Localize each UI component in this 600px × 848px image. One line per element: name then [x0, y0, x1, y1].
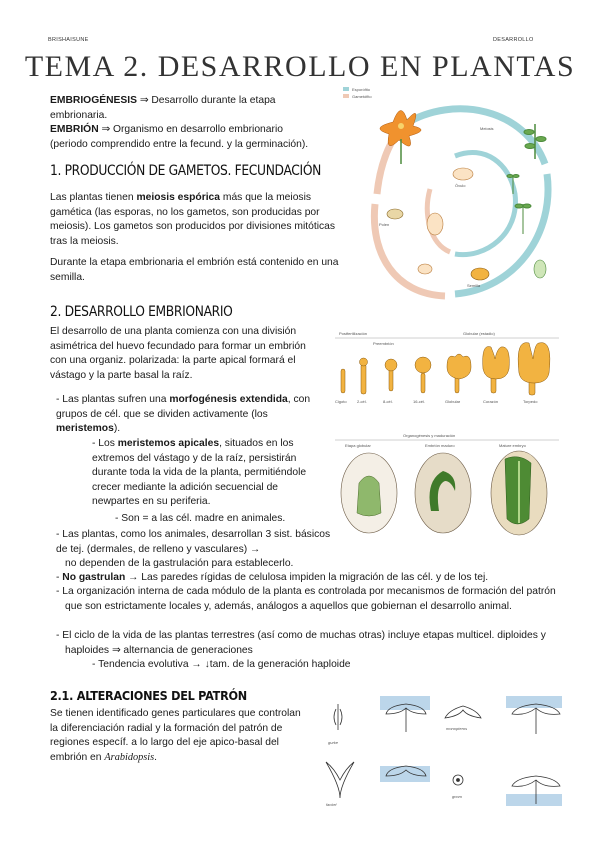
svg-text:2-cél.: 2-cél. [357, 399, 367, 404]
svg-text:Globular (estadio): Globular (estadio) [463, 331, 495, 336]
life-cycle-figure [335, 84, 567, 314]
bullet-apical-meristems: - Los meristemos apicales, situados en los extremos del vástago y de la raíz, persistirán durante toda la vida de la planta, permitiéndole crecer mediante la adición secuencial de newpartes en su periferia. [92, 438, 307, 508]
bullet-evolutionary-trend: - Tendencia evolutiva → ↓tam. de la generación haploide [92, 659, 351, 670]
embryo-icon [341, 343, 550, 395]
term-embryogenesis: EMBRIOGÉNESIS [50, 95, 137, 106]
svg-text:Mature embryo: Mature embryo [499, 443, 526, 448]
svg-text:Gametófito: Gametófito [352, 94, 372, 99]
section-1-paragraph-2: Durante la etapa embrionaria el embrión está contenido en una semilla. [50, 257, 339, 283]
svg-text:Embrión maduro: Embrión maduro [425, 443, 455, 448]
svg-text:Esporófito: Esporófito [352, 87, 371, 92]
header-left: BRISHAISUNE [48, 37, 89, 43]
page-title: TEMA 2. DESARROLLO EN PLANTAS [24, 50, 576, 83]
svg-text:Corazón: Corazón [483, 399, 499, 404]
bullet-no-gastrulation: - No gastrulan → Las paredes rígidas de celulosa impiden la migración de las cél. y de los tej. [56, 572, 489, 583]
embryo-sections-figure [333, 431, 561, 543]
svg-text:Meiosis: Meiosis [480, 126, 494, 131]
bullet-internal-organization: - La organización interna de cada módulo de la planta es controlada por mecanismos de formación del patrón que son estrictamente locales y, además, análogos a aquellos que gobiernan el desarrollo animal. [56, 586, 556, 612]
arrow-icon: → [250, 543, 261, 555]
svg-text:16-cél.: 16-cél. [413, 399, 426, 404]
bullet-morphogenesis: - Las plantas sufren una morfogénesis extendida, con grupos de cél. que se dividen activamente (los meristemos). [56, 394, 311, 435]
svg-text:Organogénesis y maduración: Organogénesis y maduración [403, 433, 456, 438]
svg-text:Torpedo: Torpedo [523, 399, 538, 404]
bullet-stem-cells: - Son = a las cél. madre en animales. [115, 513, 286, 524]
embryo-stages-figure [333, 329, 561, 429]
svg-text:Semilla: Semilla [467, 283, 481, 288]
svg-text:Óvulo: Óvulo [455, 183, 466, 188]
svg-text:Etapa globular: Etapa globular [345, 443, 371, 448]
section-2-1-paragraph: Se tienen identificado genes particulares que controlan la diferenciación radial y la formación del patrón de regiones específ. a lo largo del eje apico-basal del embrión en Arabidopsis. [50, 708, 301, 763]
svg-text:Polen: Polen [379, 222, 390, 227]
svg-text:Globular: Globular [445, 399, 461, 404]
svg-text:Postfertilización: Postfertilización [339, 331, 368, 336]
svg-text:fackel: fackel [326, 802, 337, 807]
section-1-heading: 1. PRODUCCIÓN DE GAMETOS. FECUNDACIÓN [50, 163, 322, 179]
section-2-heading: 2. DESARROLLO EMBRIONARIO [50, 304, 233, 320]
section-2-paragraph: El desarrollo de una planta comienza con una división asimétrica del huevo fecundado para formar un embrión con una organiz. polarizada: la parte apical formará el vástago y la parte basal la raíz. [50, 326, 306, 381]
section-2-1-heading: 2.1. ALTERACIONES DEL PATRÓN [50, 688, 247, 703]
svg-text:gnom: gnom [452, 794, 463, 799]
svg-text:gurke: gurke [328, 740, 339, 745]
intro-paragraph: EMBRIOGÉNESIS ⇒ Desarrollo durante la etapa embrionaria. EMBRIÓN ⇒ Organismo en desarrollo embrionario (periodo comprendido entre la fecund. y la germinación). [50, 95, 309, 150]
svg-text:Cigoto: Cigoto [335, 399, 347, 404]
bullet-tissue-systems: - Las plantas, como los animales, desarrollan 3 sist. básicos de tej. (dermales, de relleno y vasculares) → no dependen de la gastrulación para establecerlo. [56, 529, 331, 570]
section-1-paragraph-1: Las plantas tienen meiosis espórica más que la meiosis gamética (las esporas, no los gametos, son producidas por meiosis). Los gametos son producidos por divisiones mitóticas tras la meiosis. [50, 192, 336, 247]
seedling-icon [326, 704, 560, 804]
svg-text:Preembrión: Preembrión [373, 341, 394, 346]
bullet-life-cycle: - El ciclo de la vida de las plantas terrestres (así como de muchas otras) incluye etapas multicel. diploides y haploides ⇒ alternancia de generaciones [56, 630, 546, 656]
svg-text:monopteros: monopteros [446, 726, 468, 731]
svg-text:8-cél.: 8-cél. [383, 399, 393, 404]
term-embryo: EMBRIÓN [50, 124, 99, 136]
header-right: DESARROLLO [493, 37, 534, 43]
mutants-figure [318, 694, 576, 812]
